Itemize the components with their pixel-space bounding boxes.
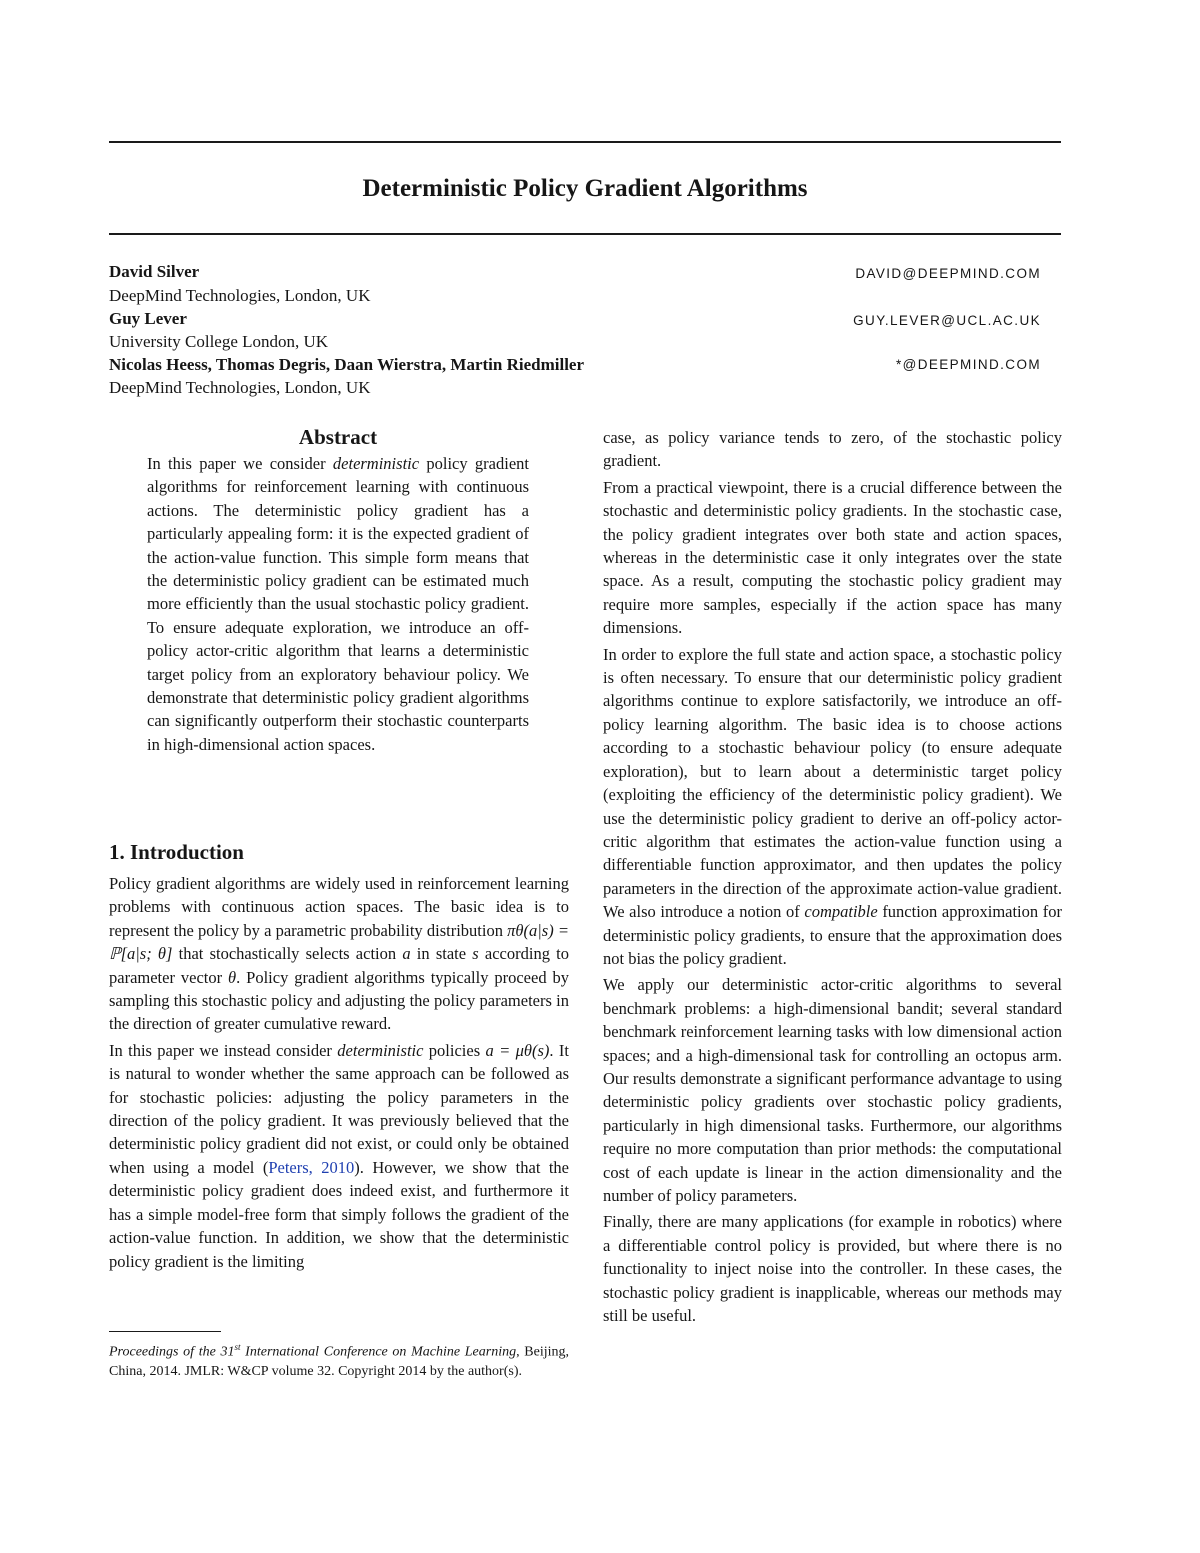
abstract-text-part: policy gradient algorithms for reinforcement learning with continuous actions. The deterministic policy gradient has a particularly appealing form: it is the expected gradient of the action-value function. This simple form means that the deterministic policy gradient can be estimated much more efficiently than the usual stochastic policy gradient. To ensure adequate exploration, we introduce an off-policy actor-critic algorithm that learns a deterministic target policy from an exploratory behaviour policy. We demonstrate that deterministic policy gradient algorithms can significantly outperform their stochastic counterparts in high-dimensional action spaces. xyxy=(147,454,529,754)
text-run: ). However, we show that the deterministic policy gradient does indeed exist, and furthermore it has a simple model-free form that simply follows the gradient of the action-value function. In addition, we show that the deterministic policy gradient is the limiting xyxy=(109,1157,570,1271)
abstract-heading: Abstract xyxy=(298,425,378,449)
abstract-text-part: In this paper we consider xyxy=(147,454,333,473)
intro-paragraph xyxy=(109,1039,569,1273)
intro-paragraph xyxy=(109,872,569,1036)
text-run: policies xyxy=(423,1040,486,1060)
body-paragraph: From a practical viewpoint, there is a crucial difference between the stochastic and deterministic policy gradients. In the stochastic case, the policy gradient integrates over both state and action spaces, whereas in the deterministic case it only integrates over the state space. As a result, computing the stochastic policy gradient may require more samples, especially if the action space has many dimensions. xyxy=(603,477,1062,638)
text-run: Policy gradient algorithms are widely used in reinforcement learning problems with continuous action spaces. The basic idea is to represent the policy by a parametric probability distribution xyxy=(109,874,569,940)
math-inline: θ xyxy=(228,967,237,987)
footnote xyxy=(109,1338,569,1381)
text-emphasis: deterministic xyxy=(337,1040,424,1060)
text-run: function approximation for deterministic policy gradients, to ensure that the approximation does not bias the policy gradient. xyxy=(603,902,1062,968)
text-run: that stochastically selects action xyxy=(172,944,403,964)
footnote-superscript: st xyxy=(234,1342,241,1352)
footnote-rule xyxy=(109,1331,221,1332)
introduction-section xyxy=(109,838,569,1276)
text-run: in state xyxy=(410,944,473,964)
body-paragraph: We apply our deterministic actor-critic algorithms to several benchmark problems: a high-dimensional bandit; several standard benchmark reinforcement learning tasks with low dimensional action spaces; and a high-dimensional task for controlling an octopus arm. Our results demonstrate a significant performance advantage to using deterministic policy gradients over stochastic policy gradients, particularly in high dimensional tasks. Furthermore, our algorithms require no more computation than prior methods: the computational cost of each update is linear in the action dimensionality and the number of policy parameters. xyxy=(603,975,1062,1205)
author-affiliation: DeepMind Technologies, London, UK xyxy=(109,286,371,305)
top-rule xyxy=(109,141,1061,143)
author-email: GUY.LEVER@UCL.AC.UK xyxy=(853,313,1041,328)
author-affiliation: DeepMind Technologies, London, UK xyxy=(109,378,371,397)
body-paragraph: case, as policy variance tends to zero, of the stochastic policy gradient. xyxy=(603,428,1062,471)
author-affiliation: University College London, UK xyxy=(109,332,329,351)
footnote-text: , Beijing, China, 2014. JMLR: W&CP volume 32. Copyright 2014 by the author(s). xyxy=(109,1344,569,1379)
text-run: . It is natural to wonder whether the same approach can be followed as for stochastic policies: adjusting the policy parameters in the direction of the policy gradient. It was previously believed that the deterministic policy gradient did not exist, or could only be obtained when using a model ( xyxy=(109,1040,569,1177)
text-emphasis: compatible xyxy=(804,902,878,922)
text-run: . Policy gradient algorithms typically proceed by sampling this stochastic policy and adjusting the policy parameters in the direction of greater cumulative reward. xyxy=(109,967,569,1034)
author-name: Nicolas Heess, Thomas Degris, Daan Wierstra, Martin Riedmiller xyxy=(109,355,585,374)
footnote-text: International Conference on Machine Learning xyxy=(240,1344,517,1360)
paper-title: Deterministic Policy Gradient Algorithms xyxy=(362,175,808,202)
text-run: according to parameter vector xyxy=(109,944,570,987)
right-column xyxy=(603,426,1062,1330)
author-name: David Silver xyxy=(109,262,200,281)
math-inline: s xyxy=(472,944,479,964)
abstract-text xyxy=(147,452,529,756)
title-rule xyxy=(109,233,1061,235)
abstract-section xyxy=(147,424,529,759)
section-heading: 1. Introduction xyxy=(109,840,244,864)
author-email: DAVID@DEEPMIND.COM xyxy=(855,266,1041,281)
footnote-text: Proceedings of the 31 xyxy=(109,1344,235,1360)
citation-link[interactable]: Peters, 2010 xyxy=(268,1157,355,1177)
text-run: In this paper we instead consider xyxy=(109,1040,338,1060)
abstract-emphasis: deterministic xyxy=(332,454,420,473)
math-inline: πθ(a|s) = ℙ[a|s; θ] xyxy=(109,920,570,964)
author-email: *@DEEPMIND.COM xyxy=(895,357,1041,372)
text-run: In order to explore the full state and action space, a stochastic policy is often necessary. To ensure that our deterministic policy gradient algorithms continue to explore satisfactorily, we introduce an off-policy learning algorithm. The basic idea is to choose actions according to a stochastic behaviour policy (to ensure adequate exploration), but to learn about a deterministic target policy (exploiting the efficiency of the deterministic policy gradient). We use the deterministic policy gradient to derive an off-policy actor-critic algorithm that estimates the action-value function using a differentiable function approximator, and then updates the policy parameters in the direction of the approximate action-value gradient. We also introduce a notion of xyxy=(603,644,1062,922)
math-inline: a xyxy=(402,944,411,964)
author-name: Guy Lever xyxy=(109,309,187,328)
math-inline: a = μθ(s) xyxy=(485,1040,550,1060)
body-paragraph: Finally, there are many applications (for example in robotics) where a differentiable control policy is provided, but where there is no functionality to inject noise into the controller. In these cases, the stochastic policy gradient is inapplicable, whereas our methods may still be useful. xyxy=(603,1212,1062,1326)
body-paragraph xyxy=(603,643,1062,971)
